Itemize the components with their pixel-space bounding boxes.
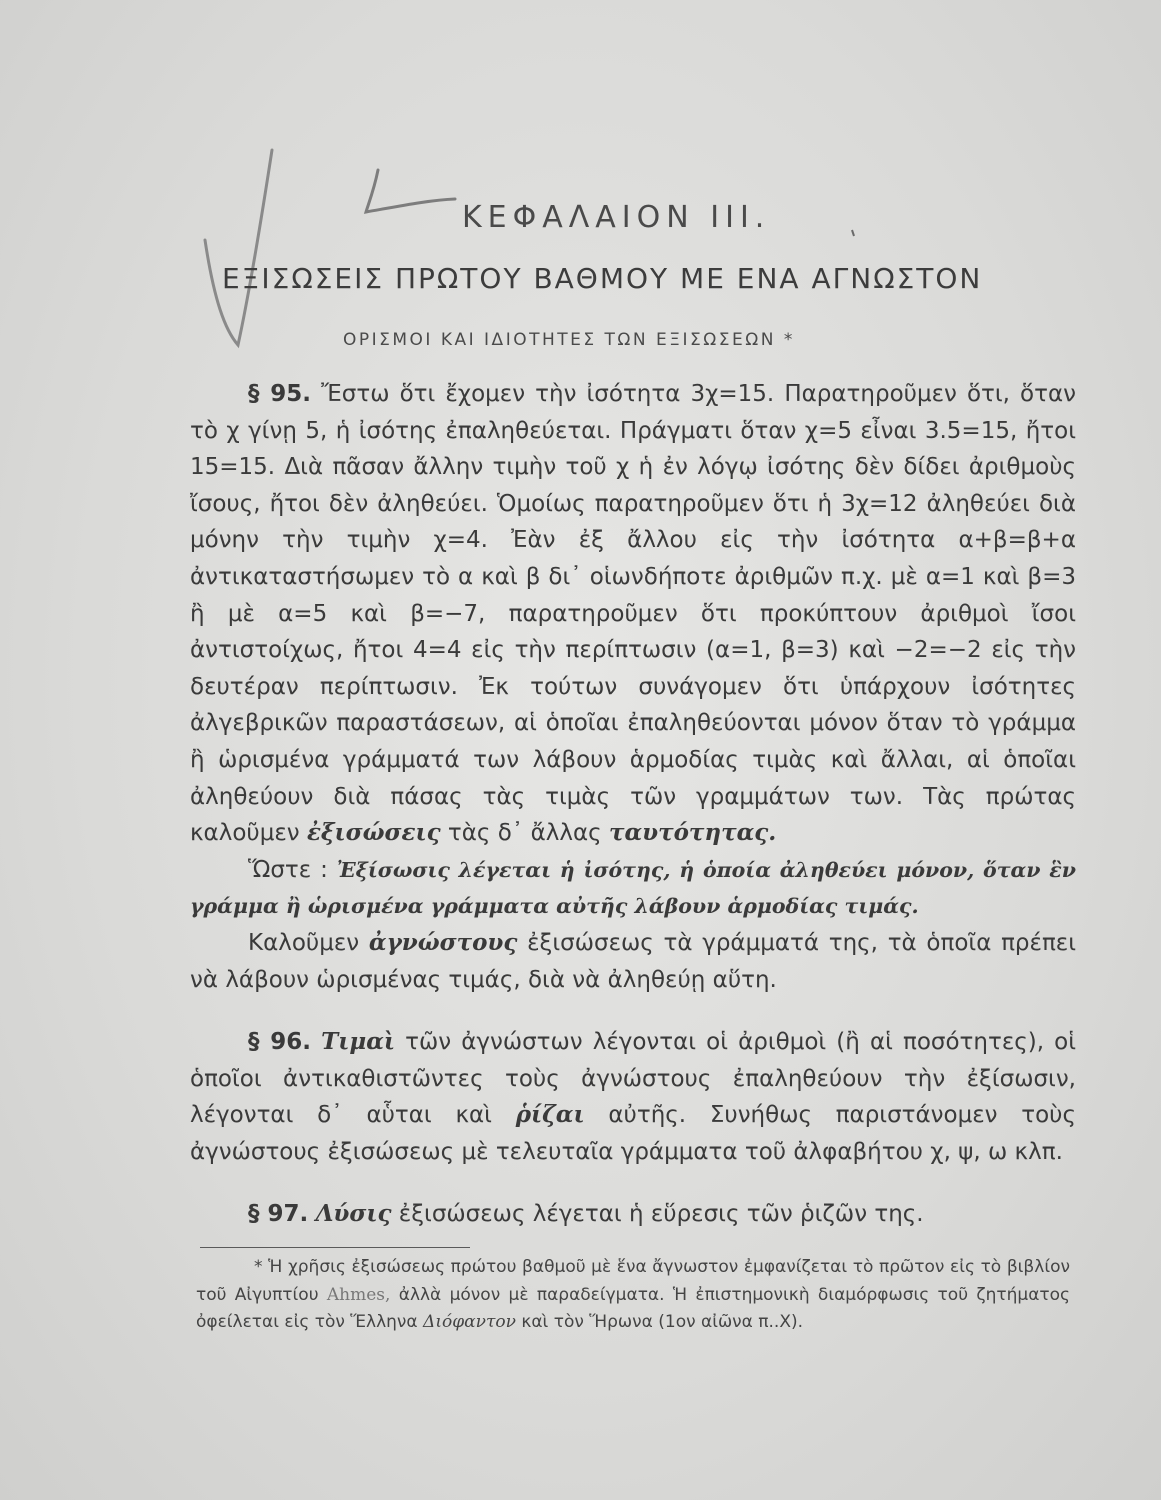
term-unknowns: ἀγνώστους: [368, 928, 518, 956]
footnote-text-c: καὶ τὸν Ἥρωνα (1ον αἰῶνα π..Χ).: [521, 1312, 804, 1332]
term-values: Τιμαὶ: [321, 1028, 396, 1056]
term-solution: Λύσις: [315, 1200, 392, 1228]
paragraph-95: [190, 376, 1076, 852]
footnote-name-ahmes: Ahmes,: [326, 1284, 391, 1305]
unknowns-pre: Καλοῦμεν: [248, 929, 360, 956]
footnote-divider: [200, 1247, 470, 1248]
body-text: [190, 376, 1076, 1233]
paragraph-96: [190, 1024, 1076, 1170]
term-identities: ταυτότητας.: [608, 819, 777, 847]
footnote-text-a: * Ἡ χρῆσις ἐξισώσεως πρώτου βαθμοῦ μὲ ἕνα ἄγνωστον ἐμφανίζεται τὸ πρῶτον εἰς τὸ βιβλίον τοῦ Αἰγυπτίου: [196, 1257, 1070, 1305]
term-equations: ἐξισώσεις: [306, 819, 441, 847]
paragraph-96-text-a: τῶν ἀγνώστων λέγονται οἱ ἀριθμοὶ (ἢ αἱ ποσότητες), οἱ ὁποῖοι ἀντικαθιστῶντες τοὺς ἀγνώστους ἐπαληθεύουν τὴν ἐξίσωσιν, λέγονται δ᾽ αὗται καὶ: [190, 1029, 1076, 1129]
unknowns-post: ἐξισώσεως τὰ γράμματά της, τὰ ὁποῖα πρέπει νὰ λάβουν ὡρισμένας τιμάς, διὰ νὰ ἀληθεύῃ αὕτη.: [190, 929, 1077, 993]
section-number-95: § 95.: [248, 381, 312, 407]
chapter-heading: ΚΕΦΑΛΑΙΟΝ ΙΙΙ.: [462, 200, 771, 235]
paragraph-97: [190, 1196, 1076, 1233]
chapter-title: ΕΞΙΣΩΣΕΙΣ ΠΡΩΤΟΥ ΒΑΘΜΟΥ ΜΕ ΕΝΑ ΑΓΝΩΣΤΟΝ: [222, 262, 983, 295]
footnote-text-b: ἀλλὰ μόνον μὲ παραδείγματα. Ἡ ἐπιστημονικὴ διαμόρφωσις τοῦ ζητήματος ὀφείλεται εἰς τὸν Ἕλληνα: [196, 1284, 1071, 1332]
equation-definition: Ἐξίσωσις λέγεται ἡ ἰσότης, ἡ ὁποία ἀληθεύει μόνον, ὅταν ἓν γράμμα ἢ ὡρισμένα γράμματα αὐτῆς λάβουν ἁρμοδίας τιμάς.: [190, 857, 1076, 919]
footnote: [196, 1254, 1070, 1337]
pencil-small-dot: [852, 230, 854, 236]
pencil-check-mark: [366, 170, 455, 212]
section-subtitle: ΟΡΙΣΜΟΙ ΚΑΙ ΙΔΙΟΤΗΤΕΣ ΤΩΝ ΕΞΙΣΩΣΕΩΝ *: [343, 330, 795, 350]
footnote-name-diophantus: Διόφαντον: [423, 1312, 516, 1332]
section-number-97: § 97.: [248, 1201, 309, 1228]
ote-label: Ὥστε :: [248, 856, 328, 883]
paragraph-97-text: ἐξισώσεως λέγεται ἡ εὕρεσις τῶν ῥιζῶν της.: [398, 1201, 924, 1228]
paragraph-96-text-b: αὐτῆς. Συνήθως παριστάνομεν τοὺς ἀγνώστους ἐξισώσεως μὲ τελευταῖα γράμματα τοῦ ἀλφαβήτου χ, ψ, ω κλπ.: [190, 1102, 1076, 1165]
definition-line: [190, 852, 1076, 925]
unknowns-paragraph: [190, 925, 1076, 998]
term-roots: ῥίζαι: [515, 1101, 585, 1129]
paragraph-95-mid: τὰς δ᾽ ἄλλας: [447, 820, 602, 847]
section-number-96: § 96.: [248, 1029, 312, 1056]
pencil-v-mark: [205, 150, 272, 345]
paragraph-95-text: Ἔστω ὅτι ἔχομεν τὴν ἰσότητα 3χ=15. Παρατηροῦμεν ὅτι, ὅταν τὸ χ γίνῃ 5, ἡ ἰσότης ἐπαληθεύεται. Πράγματι ὅταν χ=5 εἶναι 3.5=15, ἤτοι 15=15. Διὰ πᾶσαν ἄλλην τιμὴν τοῦ χ ἡ ἐν λόγῳ ἰσότης δὲν δίδει ἀριθμοὺς ἴσους, ἤτοι δὲν ἀληθεύει. Ὁμοίως παρατηροῦμεν ὅτι ἡ 3χ=12 ἀληθεύει διὰ μόνην τὴν τιμὴν χ=4. Ἐὰν ἐξ ἄλλου εἰς τὴν ἰσότητα α+β=β+α ἀντικαταστήσωμεν τὸ α καὶ β δι᾽ οἱωνδήποτε ἀριθμῶν π.χ. μὲ α=1 καὶ β=3 ἢ μὲ α=5 καὶ β=−7, παρατηροῦμεν ὅτι προκύπτουν ἀριθμοὶ ἴσοι ἀντιστοίχως, ἤτοι 4=4 εἰς τὴν περίπτωσιν (α=1, β=3) καὶ −2=−2 εἰς τὴν δευτέραν περίπτωσιν. Ἐκ τούτων συνάγομεν ὅτι ὑπάρχουν ἰσότητες ἀλγεβρικῶν παραστάσεων, αἱ ὁποῖαι ἐπαληθεύονται μόνον ὅταν τὸ γράμμα ἢ ὡρισμένα γράμματά των λάβουν ἁρμοδίας τιμὰς καὶ ἄλλαι, αἱ ὁποῖαι ἀληθεύουν διὰ πάσας τὰς τιμὰς τῶν γραμμάτων των. Τὰς πρώτας καλοῦμεν: [190, 381, 1076, 847]
